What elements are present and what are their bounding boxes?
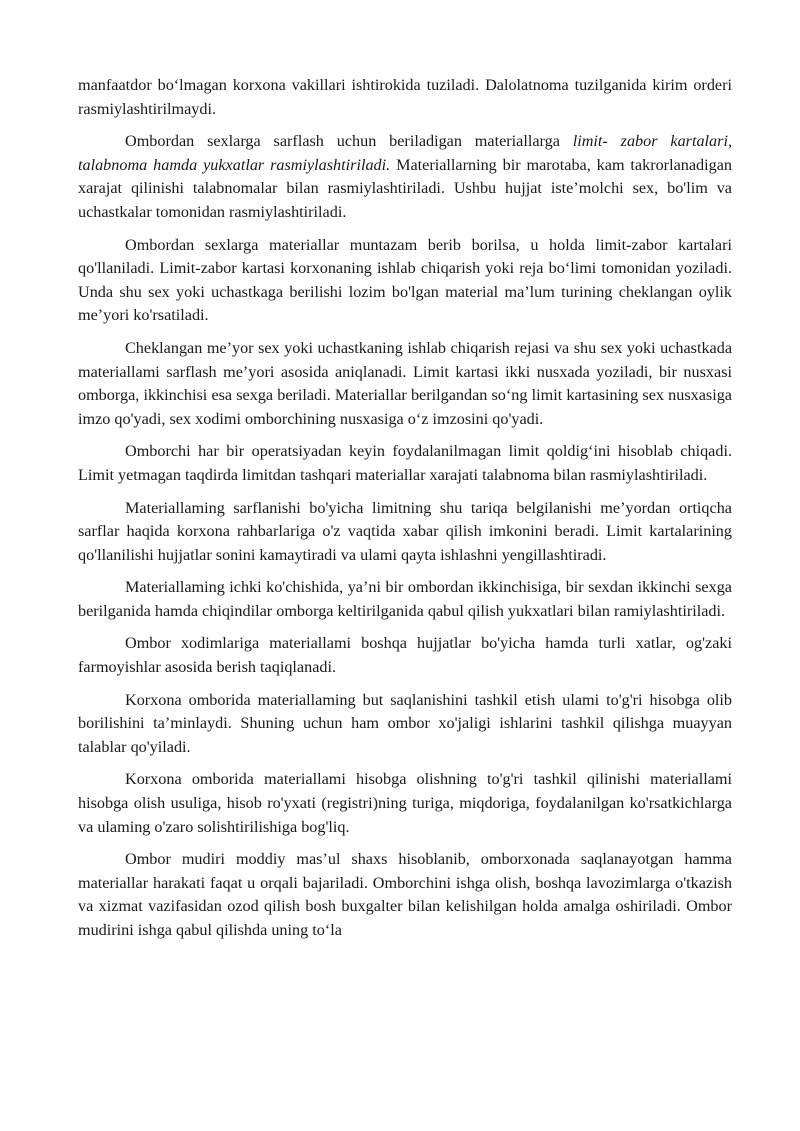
paragraph-10: Korxona omborida materiallami hisobga olishning to'g'ri tashkil qilinishi materiallami hisobga olish usuliga, hisob ro'yxati (registri)ning turiga, miqdoriga, foydalanilgan ko'rsatkichlarga va ulaming o'zaro solishtirilishiga bog'liq. [78,770,732,836]
paragraph-6: Materiallaming sarflanishi bo'yicha limitning shu tariqa belgilanishi me’yordan ortiqcha sarflar haqida korxona rahbarlariga o'z vaqtida xabar qilish imkonini beradi. Limit kartalarining qo'llanilishi hujjatlar sonini kamaytiradi va ulami qayta ishlashni yengillashtiradi. [78,498,732,564]
paragraph-8: Ombor xodimlariga materiallami boshqa hujjatlar bo'yicha hamda turli xatlar, og'zaki farmoyishlar asosida berish taqiqlanadi. [78,634,732,677]
paragraph-9: Korxona omborida materiallaming but saqlanishini tashkil etish ulami to'g'ri hisobga olib borilishini ta’minlaydi. Shuning uchun ham ombor xo'jaligi ishlarini tashkil qilishga muayyan talablar qo'yiladi. [78,690,732,756]
paragraph-2-rest: Materiallarning bir marotaba, kam takrorlanadigan xarajat qilinishi talabnomalar bilan rasmiylashtiriladi. Ushbu hujjat iste’molchi sex, bo'lim va uchastkalar tomonidan rasmiylashtiriladi. [78,155,732,221]
paragraph-3: Ombordan sexlarga materiallar muntazam berib borilsa, u holda limit-zabor kartalari qo'llaniladi. Limit-zabor kartasi korxonaning ishlab chiqarish yoki reja bo‘limi tomonidan yoziladi. Unda shu sex yoki uchastkaga berilishi lozim bo'lgan material ma’lum turining cheklangan oylik me’yori ko'rsatiladi. [78,235,732,325]
paragraph-5: Omborchi har bir operatsiyadan keyin foydalanilmagan limit qoldig‘ini hisoblab chiqadi. Limit yetmagan taqdirda limitdan tashqari materiallar xarajati talabnoma bilan rasmiylashtiriladi. [78,442,732,484]
paragraph-2 [78,130,732,224]
paragraph-1: manfaatdor bo‘lmagan korxona vakillari ishtirokida tuziladi. Dalolatnoma tuzilganida kirim orderi rasmiylashtirilmaydi. [78,76,732,118]
paragraph-2-emphasis: limit- zabor kartalari, talabnoma hamda yukxatlar rasmiylashtiriladi. [78,132,732,174]
document-page [78,74,732,943]
paragraph-4: Cheklangan me’yor sex yoki uchastkaning ishlab chiqarish rejasi va shu sex yoki uchastkada materiallami sarflash me’yori asosida aniqlanadi. Limit kartasi ikki nusxada yoziladi, bir nusxasi omborga, ikkinchisi esa sexga beriladi. Materiallar berilgandan so‘ng limit kartasining sex nusxasiga imzo qo'yadi, sex xodimi omborchining nusxasiga o‘z imzosini qo'yadi. [78,338,732,428]
paragraph-2-lead: Ombordan sexlarga sarflash uchun beriladigan materiallarga [125,132,573,151]
paragraph-7: Materiallaming ichki ko'chishida, ya’ni bir ombordan ikkinchisiga, bir sexdan ikkinchi sexga berilganida hamda chiqindilar omborga keltirilganida qabul qilish yukxatlari bilan ramiylashtiriladi. [78,578,732,620]
paragraph-11: Ombor mudiri moddiy mas’ul shaxs hisoblanib, omborxonada saqlanayotgan hamma materiallar harakati faqat u orqali bajariladi. Omborchini ishga olish, boshqa lavozimlarga o'tkazish va xizmat vazifasidan ozod qilish bosh buxgalter bilan kelishilgan holda amalga oshiriladi. Ombor mudirini ishga qabul qilishda uning to‘la [78,850,732,939]
